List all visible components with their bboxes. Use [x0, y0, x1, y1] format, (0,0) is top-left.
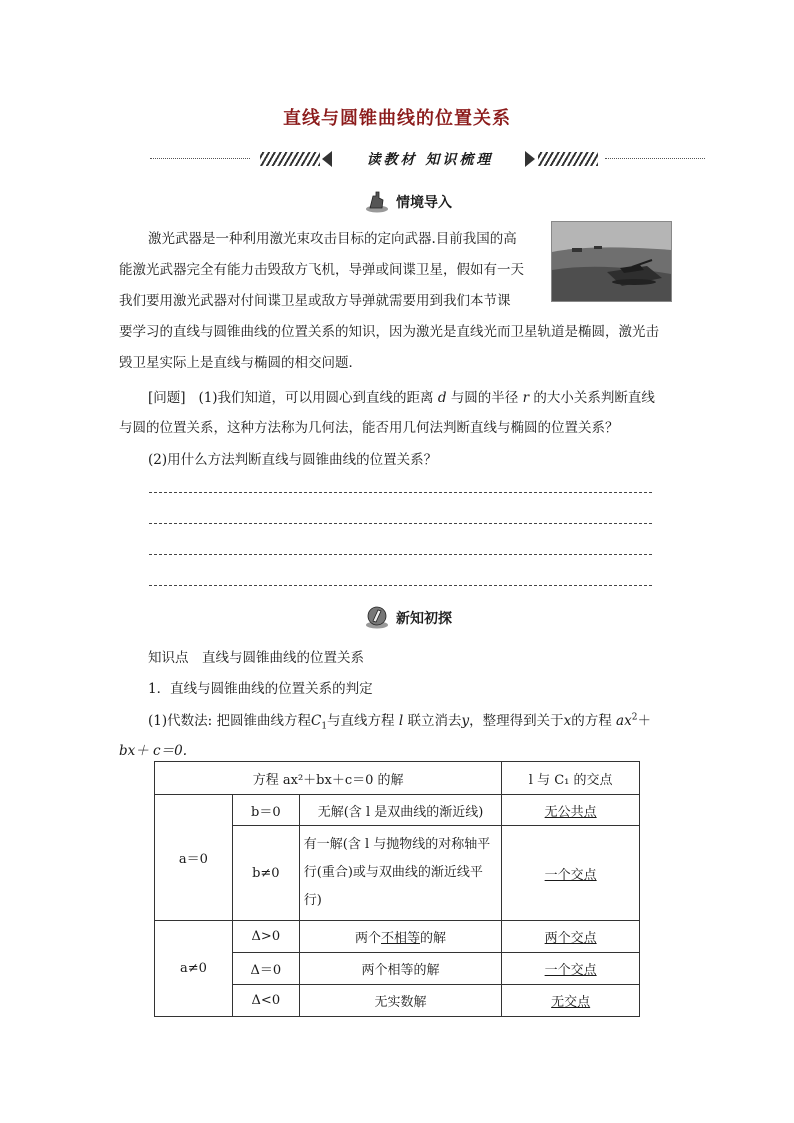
- question-1-line-1: [问题] (1)我们知道，可以用圆心到直线的距离 d 与圆的半径 r 的大小关系判断直线: [148, 390, 655, 406]
- table-solution: 两个相等的解: [299, 953, 502, 985]
- answer-line-3[interactable]: [149, 554, 652, 555]
- intro-line-1: 激光武器是一种利用激光束攻击目标的定向武器.目前我国的高: [148, 231, 517, 247]
- algebra-method-line-1: (1)代数法: 把圆锥曲线方程$C_1$与直线方程 l 联立消去y，整理得到关于x的方程 $ax^2+$: [148, 712, 651, 732]
- algebra-method-line-2: bx＋ c＝0.: [119, 743, 187, 759]
- table-solution: 无实数解: [299, 985, 502, 1017]
- page-title: 直线与圆锥曲线的位置关系: [283, 108, 511, 129]
- compass-pencil-icon: [364, 604, 390, 630]
- banner-dotted-right: [605, 158, 705, 159]
- table-solution: 有一解(含 l 与抛物线的对称轴平行(重合)或与双曲线的渐近线平行): [299, 826, 502, 921]
- table-group-a-zero: a＝0: [155, 795, 233, 921]
- table-row: [155, 795, 640, 826]
- banner-arrow-left-icon: [322, 151, 332, 167]
- intro-line-3: 我们要用激光武器对付间谍卫星或敌方导弹就需要用到我们本节课: [119, 293, 511, 309]
- table-row: [155, 921, 640, 953]
- table-solution: 无解(含 l 是双曲线的渐近线): [299, 795, 502, 826]
- intersection-table: [154, 761, 640, 1017]
- tank-photo-icon: [552, 222, 671, 301]
- intro-line-5: 毁卫星实际上是直线与椭圆的相交问题．: [119, 355, 362, 371]
- intro-line-2: 能激光武器完全有能力击毁敌方飞机，导弹或间谍卫星，假如有一天: [119, 262, 524, 278]
- answer-line-2[interactable]: [149, 523, 652, 524]
- table-cond: b≠0: [232, 826, 299, 921]
- table-cond: Δ<0: [232, 985, 299, 1017]
- pointer-hand-icon: [364, 188, 390, 214]
- banner-dotted-left: [150, 158, 250, 159]
- section-banner: [150, 149, 705, 169]
- answer-line-1[interactable]: [149, 492, 652, 493]
- table-result: 一个交点: [544, 867, 597, 883]
- table-result: 无交点: [551, 995, 591, 1010]
- question-label: [问题]: [148, 390, 186, 406]
- tank-photo: [551, 221, 672, 302]
- banner-hatch-right: [538, 152, 598, 166]
- knowledge-point: 知识点 直线与圆锥曲线的位置关系: [148, 650, 364, 666]
- table-cond: b＝0: [232, 795, 299, 826]
- banner-label: 读教材 知识梳理: [366, 152, 494, 168]
- table-result: 两个交点: [544, 931, 597, 946]
- table-cond: Δ＝0: [232, 953, 299, 985]
- table-header-intersection: l 与 C₁ 的交点: [502, 762, 640, 795]
- question-1-line-2: 与圆的位置关系，这种方法称为几何法，能否用几何法判断直线与椭圆的位置关系？: [119, 420, 619, 436]
- answer-line-4[interactable]: [149, 585, 652, 586]
- question-2: (2)用什么方法判断直线与圆锥曲线的位置关系？: [148, 452, 438, 468]
- banner-arrow-right-icon: [525, 151, 535, 167]
- table-group-a-nonzero: a≠0: [155, 921, 233, 1017]
- table-header-row: [155, 762, 640, 795]
- table-result: 无公共点: [544, 804, 597, 820]
- section-heading-new-knowledge: 新知初探: [364, 604, 484, 630]
- table-header-equation: 方程 ax²＋bx＋c＝0 的解: [155, 762, 502, 795]
- table-solution: 两个不相等的解: [299, 921, 502, 953]
- table-result: 一个交点: [544, 963, 597, 978]
- section-heading-context: 情境导入: [364, 188, 484, 214]
- knowledge-item-1: 1．直线与圆锥曲线的位置关系的判定: [148, 681, 373, 697]
- table-cond: Δ>0: [232, 921, 299, 953]
- banner-hatch-left: [260, 152, 320, 166]
- intro-text-narrow: [119, 224, 548, 317]
- intro-line-4: 要学习的直线与圆锥曲线的位置关系的知识，因为激光是直线光而卫星轨道是椭圆，激光击: [119, 324, 659, 340]
- intro-text-wide: [119, 317, 679, 379]
